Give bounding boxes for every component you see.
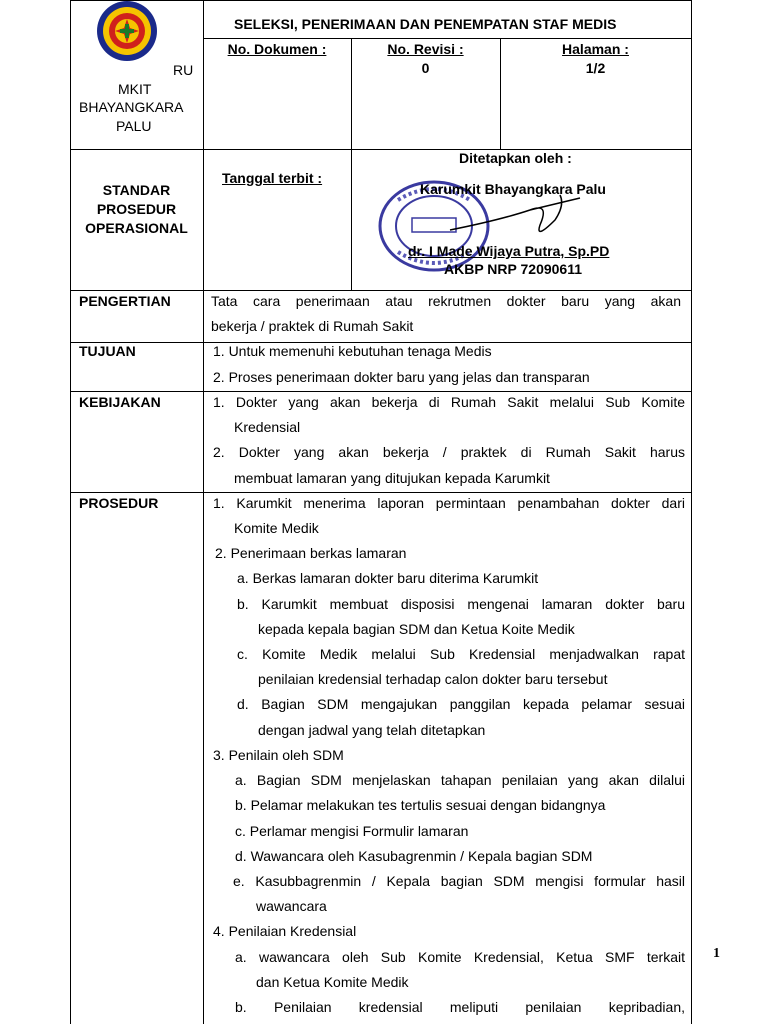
kebijakan-line-3: 2. Dokter yang akan bekerja / praktek di Rumah Sakit harus xyxy=(213,444,685,460)
prosedur-line-3: 2. Penerimaan berkas lamaran xyxy=(215,545,407,561)
header-bottom-border xyxy=(70,149,692,150)
prosedur-line-19: a. wawancara oleh Sub Komite Kredensial, Ketua SMF terkait xyxy=(235,949,685,965)
tujuan-item-2: 2. Proses penerimaan dokter baru yang jelas dan transparan xyxy=(213,369,590,385)
doc-number-label: No. Dokumen : xyxy=(227,41,327,57)
hospital-name-line-4: PALU xyxy=(116,118,152,134)
tujuan-label: TUJUAN xyxy=(79,343,136,359)
pengertian-line-2: bekerja / praktek di Rumah Sakit xyxy=(211,318,414,334)
table-border-left xyxy=(70,0,71,1024)
prosedur-line-6: kepada kepala bagian SDM dan Ketua Koite Medik xyxy=(258,621,575,637)
prosedur-line-8: penilaian kredensial terhadap calon dokter baru tersebut xyxy=(258,671,608,687)
sop-bottom-border xyxy=(70,290,692,291)
page-value: 1/2 xyxy=(585,60,606,76)
kebijakan-line-1: 1. Dokter yang akan bekerja di Rumah Sakit melalui Sub Komite xyxy=(213,394,685,410)
prosedur-line-10: dengan jadwal yang telah ditetapkan xyxy=(258,722,486,738)
prosedur-line-14: c. Perlamar mengisi Formulir lamaran xyxy=(235,823,469,839)
signer-title: Karumkit Bhayangkara Palu xyxy=(420,181,606,197)
prosedur-line-18: 4. Penilaian Kredensial xyxy=(213,923,357,939)
prosedur-line-17: wawancara xyxy=(256,898,327,914)
prosedur-line-1: 1. Karumkit menerima laporan permintaan penambahan dokter dari xyxy=(213,495,685,511)
prosedur-line-11: 3. Penilain oleh SDM xyxy=(213,747,344,763)
pengertian-label: PENGERTIAN xyxy=(79,293,171,309)
document-title: SELEKSI, PENERIMAAN DAN PENEMPATAN STAF MEDIS xyxy=(234,16,617,32)
prosedur-line-4: a. Berkas lamaran dokter baru diterima Karumkit xyxy=(237,570,539,586)
prosedur-line-13: b. Pelamar melakukan tes tertulis sesuai dengan bidangnya xyxy=(235,797,606,813)
signer-rank: AKBP NRP 72090611 xyxy=(444,261,583,277)
prosedur-line-20: dan Ketua Komite Medik xyxy=(256,974,409,990)
header-title-divider xyxy=(203,38,692,39)
prosedur-line-12: a. Bagian SDM menjelaskan tahapan penilaian yang akan dilalui xyxy=(235,772,685,788)
prosedur-line-21: b. Penilaian kredensial meliputi penilaian kepribadian, xyxy=(235,999,685,1015)
signer-name: dr. I Made Wijaya Putra, Sp.PD xyxy=(408,243,610,259)
sop-label-line-3: OPERASIONAL xyxy=(85,220,188,236)
hospital-name-line-2: MKIT xyxy=(118,81,152,97)
issue-date-label: Tanggal terbit : xyxy=(222,170,323,186)
kebijakan-label: KEBIJAKAN xyxy=(79,394,161,410)
sop-label-line-1: STANDAR xyxy=(102,182,171,198)
kebijakan-bottom-border xyxy=(70,492,692,493)
table-border-right xyxy=(691,0,692,1024)
prosedur-line-2: Komite Medik xyxy=(234,520,319,536)
sop-label-line-2: PROSEDUR xyxy=(96,201,177,217)
page-number: 1 xyxy=(713,946,720,961)
prosedur-line-5: b. Karumkit membuat disposisi mengenai lamaran dokter baru xyxy=(237,596,685,612)
kebijakan-line-2: Kredensial xyxy=(234,419,301,435)
hospital-name-line-1: RU xyxy=(173,62,194,78)
prosedur-line-15: d. Wawancara oleh Kasubagrenmin / Kepala bagian SDM xyxy=(235,848,593,864)
prosedur-line-16: e. Kasubbagrenmin / Kepala bagian SDM mengisi formular hasil xyxy=(233,873,685,889)
tujuan-item-1: 1. Untuk memenuhi kebutuhan tenaga Medis xyxy=(213,343,492,359)
hospital-logo xyxy=(79,0,175,62)
pengertian-line-1: Tata cara penerimaan atau rekrutmen dokter baru yang akan xyxy=(211,293,681,309)
tujuan-bottom-border xyxy=(70,391,692,392)
set-by-label: Ditetapkan oleh : xyxy=(459,150,572,166)
revision-value: 0 xyxy=(421,60,430,76)
prosedur-line-7: c. Komite Medik melalui Sub Kredensial menjadwalkan rapat xyxy=(237,646,685,662)
kebijakan-line-4: membuat lamaran yang ditujukan kepada Karumkit xyxy=(234,470,550,486)
prosedur-line-9: d. Bagian SDM mengajukan panggilan kepada pelamar sesuai xyxy=(237,696,685,712)
label-column-divider xyxy=(203,0,204,1024)
hospital-name-line-3: BHAYANGKARA xyxy=(79,99,184,115)
page-label: Halaman : xyxy=(562,41,629,57)
revision-label: No. Revisi : xyxy=(387,41,464,57)
prosedur-label: PROSEDUR xyxy=(79,495,159,511)
